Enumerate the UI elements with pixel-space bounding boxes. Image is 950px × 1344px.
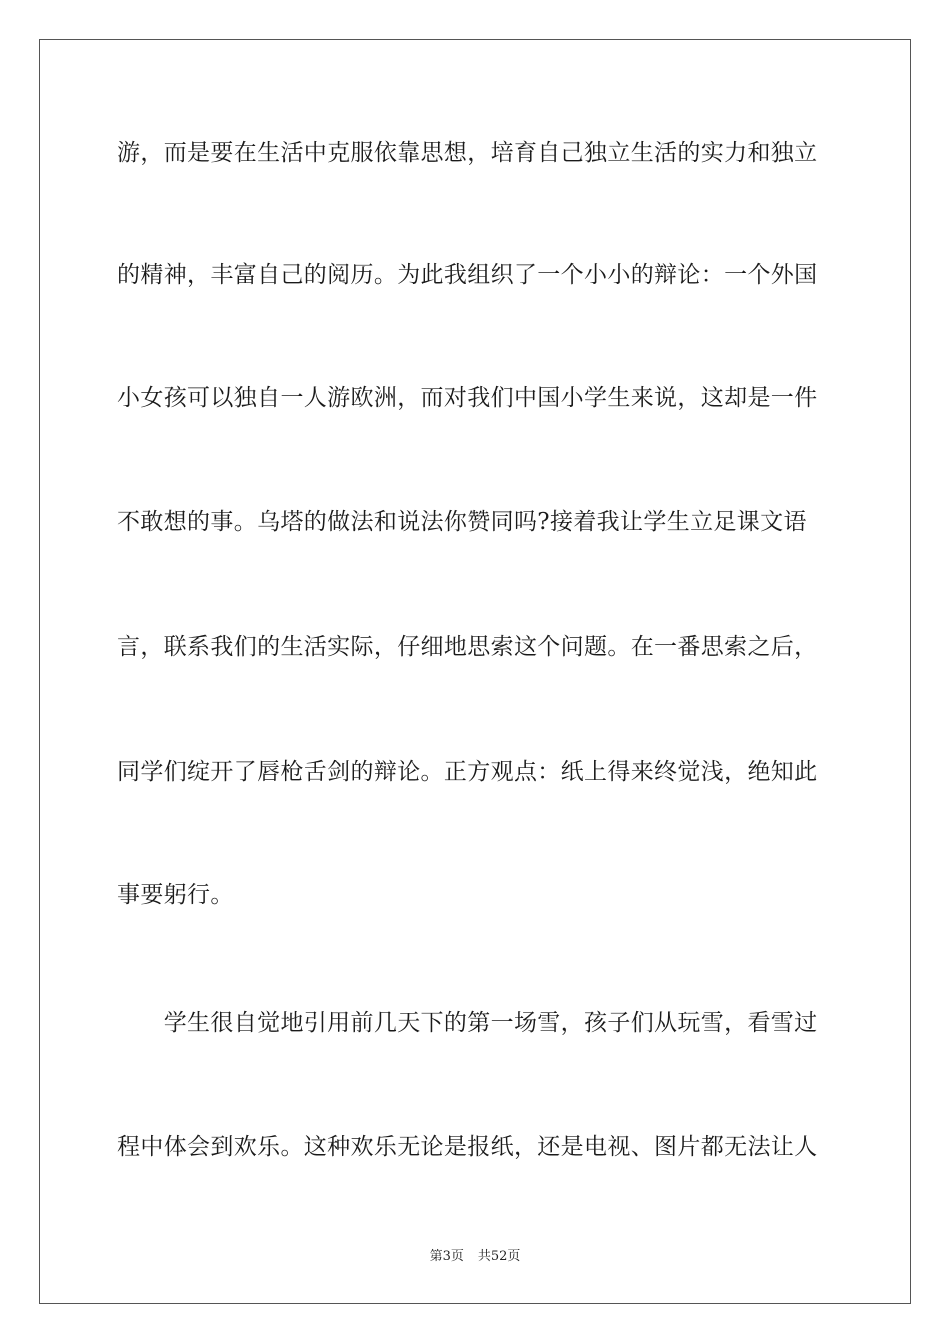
text-line: 事要躬行。	[117, 882, 234, 908]
text-line: 小女孩可以独自一人游欧洲，而对我们中国小学生来说，这却是一件	[117, 385, 818, 411]
text-line: 言，联系我们的生活实际，仔细地思索这个问题。在一番思索之后，	[117, 634, 818, 660]
text-line: 程中体会到欢乐。这种欢乐无论是报纸，还是电视、图片都无法让人	[117, 1134, 818, 1160]
text-line: 游，而是要在生活中克服依靠思想，培育自己独立生活的实力和独立	[117, 140, 818, 166]
page-total: 共52页	[477, 1249, 521, 1264]
text-line: 同学们绽开了唇枪舌剑的辩论。正方观点：纸上得来终觉浅，绝知此	[117, 759, 818, 785]
text-line: 不敢想的事。乌塔的做法和说法你赞同吗?接着我让学生立足课文语	[117, 509, 807, 535]
page-border	[39, 39, 911, 1304]
page-footer	[0, 1248, 950, 1266]
page-number: 第3页	[429, 1249, 464, 1264]
text-line: 的精神，丰富自己的阅历。为此我组织了一个小小的辩论：一个外国	[117, 262, 818, 288]
text-line: 学生很自觉地引用前几天下的第一场雪，孩子们从玩雪，看雪过	[117, 1010, 818, 1036]
